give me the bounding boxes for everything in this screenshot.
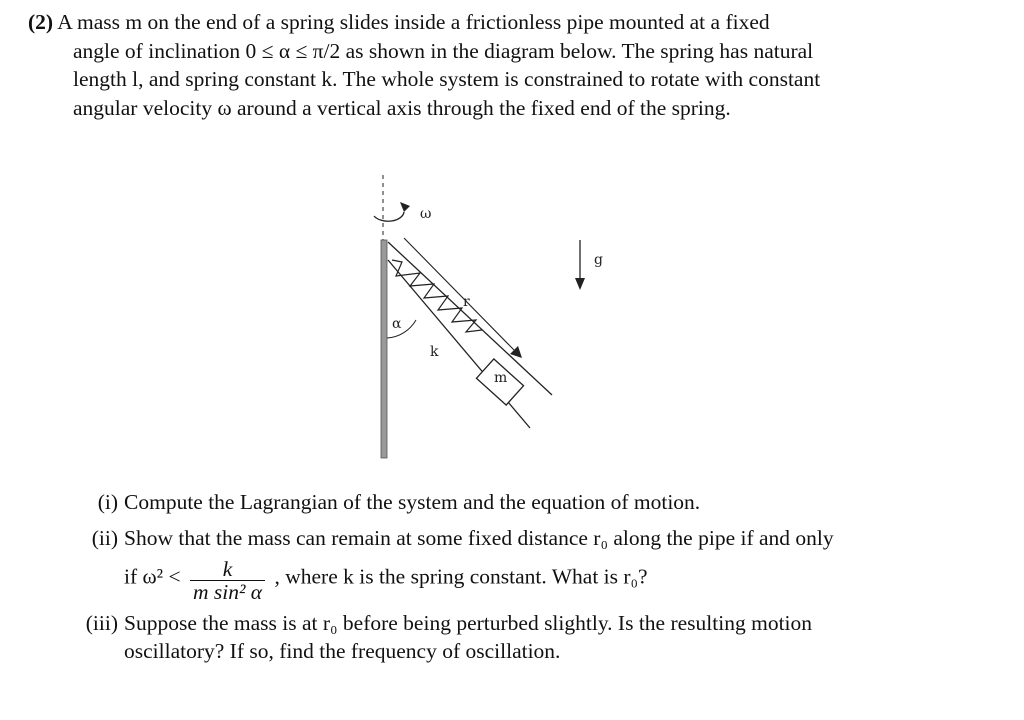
part-label: (ii)	[91, 526, 118, 550]
problem-line-1	[28, 8, 948, 37]
part-condition	[124, 556, 950, 604]
part-text: Suppose the mass is at r₀ before being perturbed slightly. Is the resulting motion	[124, 611, 813, 635]
part-iii	[70, 609, 950, 665]
fraction-numerator: k	[222, 557, 233, 581]
stem-line: angular velocity ω around a vertical axis through the fixed end of the spring.	[73, 95, 731, 120]
condition-prefix: if ω² <	[124, 564, 181, 589]
spring-pipe-diagram	[330, 160, 650, 470]
k-label: k	[430, 344, 439, 360]
part-text: oscillatory? If so, find the frequency of oscillation.	[124, 639, 561, 663]
problem-line-3	[28, 65, 948, 94]
fraction-denominator: m sin² α	[190, 580, 265, 603]
part-label: (i)	[97, 490, 118, 514]
problem-statement	[28, 8, 948, 122]
fraction	[190, 558, 265, 603]
part-text: Show that the mass can remain at some fixed distance r₀ along the pipe if and only	[124, 526, 834, 550]
part-i	[70, 488, 950, 516]
part-text: Compute the Lagrangian of the system and the equation of motion.	[124, 490, 701, 514]
g-label: g	[594, 252, 603, 268]
omega-label: ω	[420, 206, 432, 222]
problem-line-4	[28, 94, 948, 123]
alpha-label: α	[392, 316, 402, 332]
problem-parts	[70, 488, 950, 673]
pipe-upper-wall	[388, 242, 552, 395]
problem-line-2	[28, 37, 948, 66]
part-label: (iii)	[85, 611, 118, 635]
rotation-arrow	[374, 212, 404, 221]
vertical-rod	[381, 240, 387, 458]
part-ii	[70, 524, 950, 604]
condition-suffix: , where k is the spring constant. What is r₀?	[274, 564, 648, 589]
r-arrow	[404, 238, 514, 350]
stem-line: A mass m on the end of a spring slides inside a frictionless pipe mounted at a fixed	[57, 10, 770, 34]
problem-number: (2)	[28, 10, 54, 34]
r-label: r	[463, 294, 470, 310]
mass-label: m	[494, 370, 508, 386]
stem-line: length l, and spring constant k. The whole system is constrained to rotate with constant	[73, 67, 821, 91]
rotation-arrowhead	[400, 202, 410, 212]
gravity-arrowhead	[575, 278, 585, 290]
stem-line: angle of inclination 0 ≤ α ≤ π/2 as shown in the diagram below. The spring has natural	[73, 38, 814, 63]
